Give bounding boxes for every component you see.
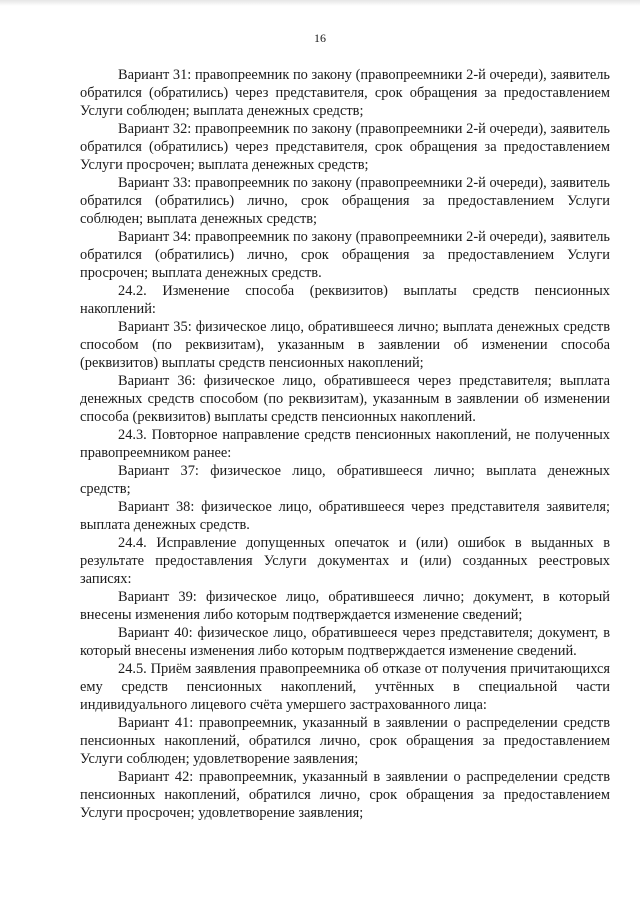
paragraph-variant-37: Вариант 37: физическое лицо, обратившееся лично; выплата денежных средств; <box>80 463 610 497</box>
scan-edge <box>0 0 640 6</box>
paragraph-variant-42: Вариант 42: правопреемник, указанный в заявлении о распределении средств пенсионных накоплений, обратился лично, срок обращения за предоставлением Услуги просрочен; удовлетворение заявления; <box>80 769 610 821</box>
paragraph-variant-41: Вариант 41: правопреемник, указанный в заявлении о распределении средств пенсионных накоплений, обратился лично, срок обращения за предоставлением Услуги соблюден; удовлетворение заявления; <box>80 715 610 767</box>
paragraph-variant-34: Вариант 34: правопреемник по закону (правопреемники 2-й очереди), заявитель обратился (обратились) лично, срок обращения за предоставлением Услуги просрочен; выплата денежных средств. <box>80 229 610 281</box>
paragraph-variant-35: Вариант 35: физическое лицо, обратившееся лично; выплата денежных средств способом (по реквизитам), указанным в заявлении об изменении способа (реквизитов) выплаты средств пенсионных накоплений; <box>80 319 610 371</box>
section-heading-24-5: 24.5. Приём заявления правопреемника об отказе от получения причитающихся ему средств пенсионных накоплений, учтённых в специальной части индивидуального лицевого счёта умершего застрахованного лица: <box>80 661 610 713</box>
paragraph-variant-32: Вариант 32: правопреемник по закону (правопреемники 2-й очереди), заявитель обратился (обратились) через представителя, срок обращения за предоставлением Услуги просрочен; выплата денежных средств; <box>80 121 610 173</box>
paragraph-variant-40: Вариант 40: физическое лицо, обратившееся через представителя; документ, в который внесены изменения либо которым подтверждается изменение сведений. <box>80 625 610 659</box>
paragraph-variant-33: Вариант 33: правопреемник по закону (правопреемники 2-й очереди), заявитель обратился (обратились) лично, срок обращения за предоставлением Услуги соблюден; выплата денежных средств; <box>80 175 610 227</box>
document-body <box>80 66 610 822</box>
paragraph-variant-31: Вариант 31: правопреемник по закону (правопреемники 2-й очереди), заявитель обратился (обратились) через представителя, срок обращения за предоставлением Услуги соблюден; выплата денежных средств; <box>80 67 610 119</box>
paragraph-variant-39: Вариант 39: физическое лицо, обратившееся лично; документ, в который внесены изменения либо которым подтверждается изменение сведений; <box>80 589 610 623</box>
section-heading-24-4: 24.4. Исправление допущенных опечаток и (или) ошибок в выданных в результате предоставления Услуги документах и (или) созданных реестровых записях: <box>80 535 610 587</box>
section-heading-24-2: 24.2. Изменение способа (реквизитов) выплаты средств пенсионных накоплений: <box>80 283 610 317</box>
page-number: 16 <box>314 31 326 45</box>
paragraph-variant-36: Вариант 36: физическое лицо, обратившееся через представителя; выплата денежных средств способом (по реквизитам), указанным в заявлении об изменении способа (реквизитов) выплаты средств пенсионных накоплений. <box>80 373 610 425</box>
section-heading-24-3: 24.3. Повторное направление средств пенсионных накоплений, не полученных правопреемником ранее: <box>80 427 610 461</box>
paragraph-variant-38: Вариант 38: физическое лицо, обратившееся через представителя заявителя; выплата денежных средств. <box>80 499 610 533</box>
